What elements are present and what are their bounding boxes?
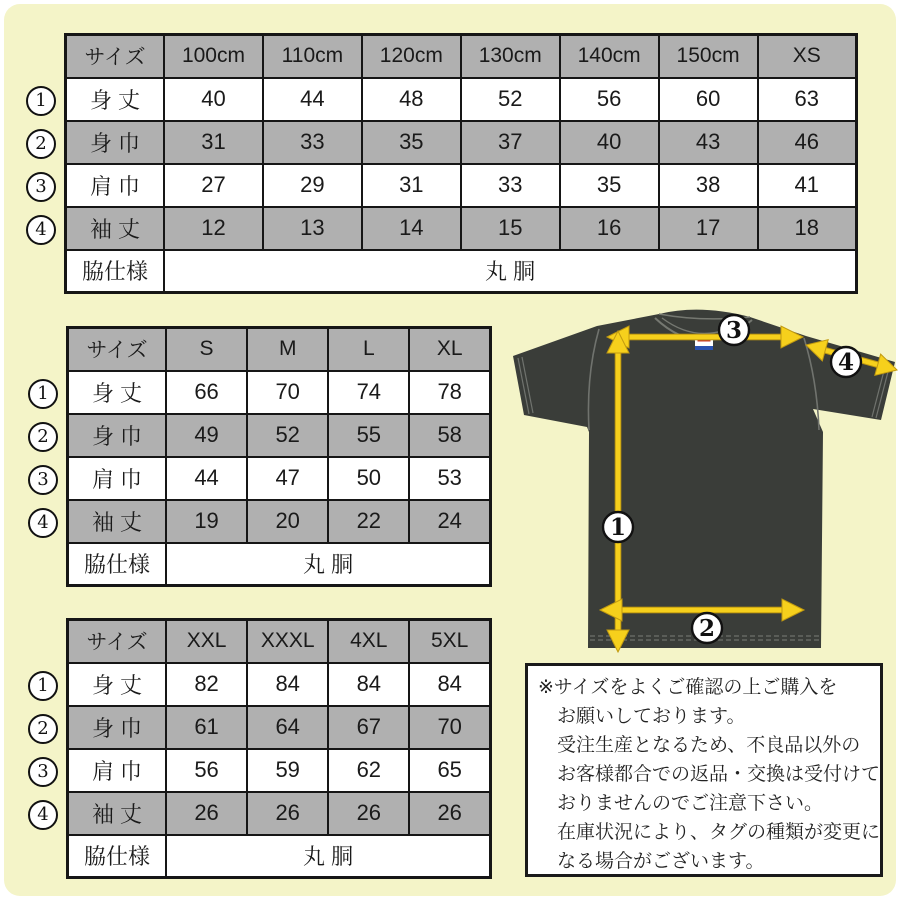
size-column-header: 110cm (263, 35, 362, 78)
measurement-value: 17 (659, 207, 758, 250)
row-marker-2: 2 (28, 714, 58, 744)
measurement-label: 身 丈 (66, 78, 165, 121)
measurement-value: 58 (409, 414, 490, 457)
tshirt-measurement-diagram (502, 296, 900, 661)
side-spec-value: 丸 胴 (166, 543, 491, 586)
side-spec-row (68, 835, 491, 878)
size-column-header: M (247, 328, 328, 371)
size-column-header: 150cm (659, 35, 758, 78)
measurement-value: 55 (328, 414, 409, 457)
marker-4 (831, 347, 861, 377)
measurement-value: 12 (164, 207, 263, 250)
notice-line: お願いしております。 (557, 706, 746, 727)
measurement-value: 26 (247, 792, 328, 835)
measurement-value: 31 (362, 164, 461, 207)
svg-text:4: 4 (837, 349, 855, 376)
measurement-label: 肩 巾 (68, 749, 167, 792)
measurement-value: 33 (461, 164, 560, 207)
side-spec-row (66, 250, 857, 293)
measurement-value: 70 (409, 706, 490, 749)
marker-1 (603, 512, 633, 542)
size-column-header: S (166, 328, 247, 371)
notice-line: なる場合がございます。 (557, 851, 765, 872)
measurement-value: 19 (166, 500, 247, 543)
side-spec-label: 脇仕様 (68, 835, 167, 878)
measurement-value: 53 (409, 457, 490, 500)
measurement-value: 26 (328, 792, 409, 835)
measurement-value: 84 (328, 663, 409, 706)
tag-blue-bar (695, 346, 713, 350)
marker-2 (692, 613, 722, 643)
measurement-value: 67 (328, 706, 409, 749)
size-chart-kids (35, 33, 858, 294)
measurement-row (66, 207, 857, 250)
svg-text:3: 3 (725, 317, 743, 344)
row-marker-4: 4 (26, 215, 56, 245)
measurement-value: 82 (166, 663, 247, 706)
measurement-value: 33 (263, 121, 362, 164)
row-marker-4: 4 (28, 800, 58, 830)
measurement-label: 肩 巾 (66, 164, 165, 207)
measurement-value: 49 (166, 414, 247, 457)
measurement-value: 84 (247, 663, 328, 706)
size-column-header: L (328, 328, 409, 371)
side-spec-value: 丸 胴 (166, 835, 491, 878)
measurement-value: 84 (409, 663, 490, 706)
measurement-value: 59 (247, 749, 328, 792)
measurement-row (68, 371, 491, 414)
row-marker-3: 3 (26, 172, 56, 202)
measurement-row (68, 749, 491, 792)
size-column-header: XS (758, 35, 857, 78)
size-column-header: 100cm (164, 35, 263, 78)
measurement-row (66, 121, 857, 164)
measurement-value: 52 (247, 414, 328, 457)
measurement-value: 20 (247, 500, 328, 543)
side-spec-value: 丸 胴 (164, 250, 857, 293)
size-header-label: サイズ (68, 620, 167, 663)
size-chart-adult (37, 326, 492, 587)
measurement-row (66, 164, 857, 207)
measurement-value: 52 (461, 78, 560, 121)
measurement-value: 43 (659, 121, 758, 164)
header-row (68, 328, 491, 371)
measurement-value: 15 (461, 207, 560, 250)
row-marker-1: 1 (26, 86, 56, 116)
measurement-row (68, 706, 491, 749)
measurement-label: 袖 丈 (68, 500, 167, 543)
measurement-value: 46 (758, 121, 857, 164)
notice-line: ※サイズをよくご確認の上ご購入を (538, 677, 838, 698)
measurement-value: 61 (166, 706, 247, 749)
measurement-value: 40 (560, 121, 659, 164)
size-column-header: 120cm (362, 35, 461, 78)
measurement-value: 60 (659, 78, 758, 121)
measurement-value: 29 (263, 164, 362, 207)
notice-line: お客様都合での返品・交換は受付けて (557, 764, 881, 785)
measurement-value: 35 (560, 164, 659, 207)
size-column-header: 140cm (560, 35, 659, 78)
measurement-value: 56 (166, 749, 247, 792)
size-column-header: 130cm (461, 35, 560, 78)
side-spec-row (68, 543, 491, 586)
measurement-row (68, 457, 491, 500)
size-header-label: サイズ (68, 328, 167, 371)
measurement-value: 70 (247, 371, 328, 414)
measurement-value: 41 (758, 164, 857, 207)
measurement-row (68, 414, 491, 457)
measurement-value: 56 (560, 78, 659, 121)
measurement-value: 62 (328, 749, 409, 792)
row-marker-1: 1 (28, 379, 58, 409)
measurement-value: 37 (461, 121, 560, 164)
size-table-adult (66, 326, 492, 587)
size-column-header: XXXL (247, 620, 328, 663)
size-chart-plus (37, 618, 492, 879)
measurement-value: 66 (166, 371, 247, 414)
row-marker-3: 3 (28, 465, 58, 495)
measurement-value: 50 (328, 457, 409, 500)
measurement-row (68, 500, 491, 543)
size-column-header: XL (409, 328, 490, 371)
measurement-value: 22 (328, 500, 409, 543)
measurement-value: 47 (247, 457, 328, 500)
measurement-value: 14 (362, 207, 461, 250)
measurement-row (68, 663, 491, 706)
side-spec-label: 脇仕様 (66, 250, 165, 293)
size-table-kids (64, 33, 858, 294)
row-marker-1: 1 (28, 671, 58, 701)
size-column-header: XXL (166, 620, 247, 663)
measurement-label: 袖 丈 (66, 207, 165, 250)
marker-3 (719, 315, 749, 345)
measurement-label: 袖 丈 (68, 792, 167, 835)
measurement-value: 63 (758, 78, 857, 121)
measurement-value: 16 (560, 207, 659, 250)
measurement-value: 65 (409, 749, 490, 792)
measurement-label: 身 丈 (68, 663, 167, 706)
measurement-value: 27 (164, 164, 263, 207)
notice-box (525, 663, 883, 877)
measurement-value: 35 (362, 121, 461, 164)
measurement-value: 74 (328, 371, 409, 414)
notice-line: 受注生産となるため、不良品以外の (557, 735, 861, 756)
measurement-value: 26 (409, 792, 490, 835)
size-table-plus (66, 618, 492, 879)
measurement-label: 身 巾 (68, 414, 167, 457)
measurement-value: 13 (263, 207, 362, 250)
measurement-value: 26 (166, 792, 247, 835)
size-column-header: 5XL (409, 620, 490, 663)
row-marker-2: 2 (28, 422, 58, 452)
measurement-label: 身 丈 (68, 371, 167, 414)
measurement-label: 肩 巾 (68, 457, 167, 500)
row-marker-2: 2 (26, 129, 56, 159)
measurement-row (68, 792, 491, 835)
measurement-value: 38 (659, 164, 758, 207)
row-marker-4: 4 (28, 508, 58, 538)
measurement-label: 身 巾 (68, 706, 167, 749)
side-spec-label: 脇仕様 (68, 543, 167, 586)
measurement-value: 40 (164, 78, 263, 121)
notice-line: 在庫状況により、タグの種類が変更に (557, 822, 881, 843)
measurement-row (66, 78, 857, 121)
measurement-value: 44 (166, 457, 247, 500)
measurement-value: 64 (247, 706, 328, 749)
measurement-value: 78 (409, 371, 490, 414)
svg-text:2: 2 (698, 615, 716, 642)
measurement-value: 44 (263, 78, 362, 121)
measurement-value: 31 (164, 121, 263, 164)
measurement-label: 身 巾 (66, 121, 165, 164)
size-header-label: サイズ (66, 35, 165, 78)
row-marker-3: 3 (28, 757, 58, 787)
measurement-value: 48 (362, 78, 461, 121)
measurement-value: 18 (758, 207, 857, 250)
header-row (68, 620, 491, 663)
svg-text:1: 1 (609, 514, 627, 541)
notice-line: おりませんのでご注意下さい。 (557, 793, 824, 814)
header-row (66, 35, 857, 78)
size-column-header: 4XL (328, 620, 409, 663)
measurement-value: 24 (409, 500, 490, 543)
